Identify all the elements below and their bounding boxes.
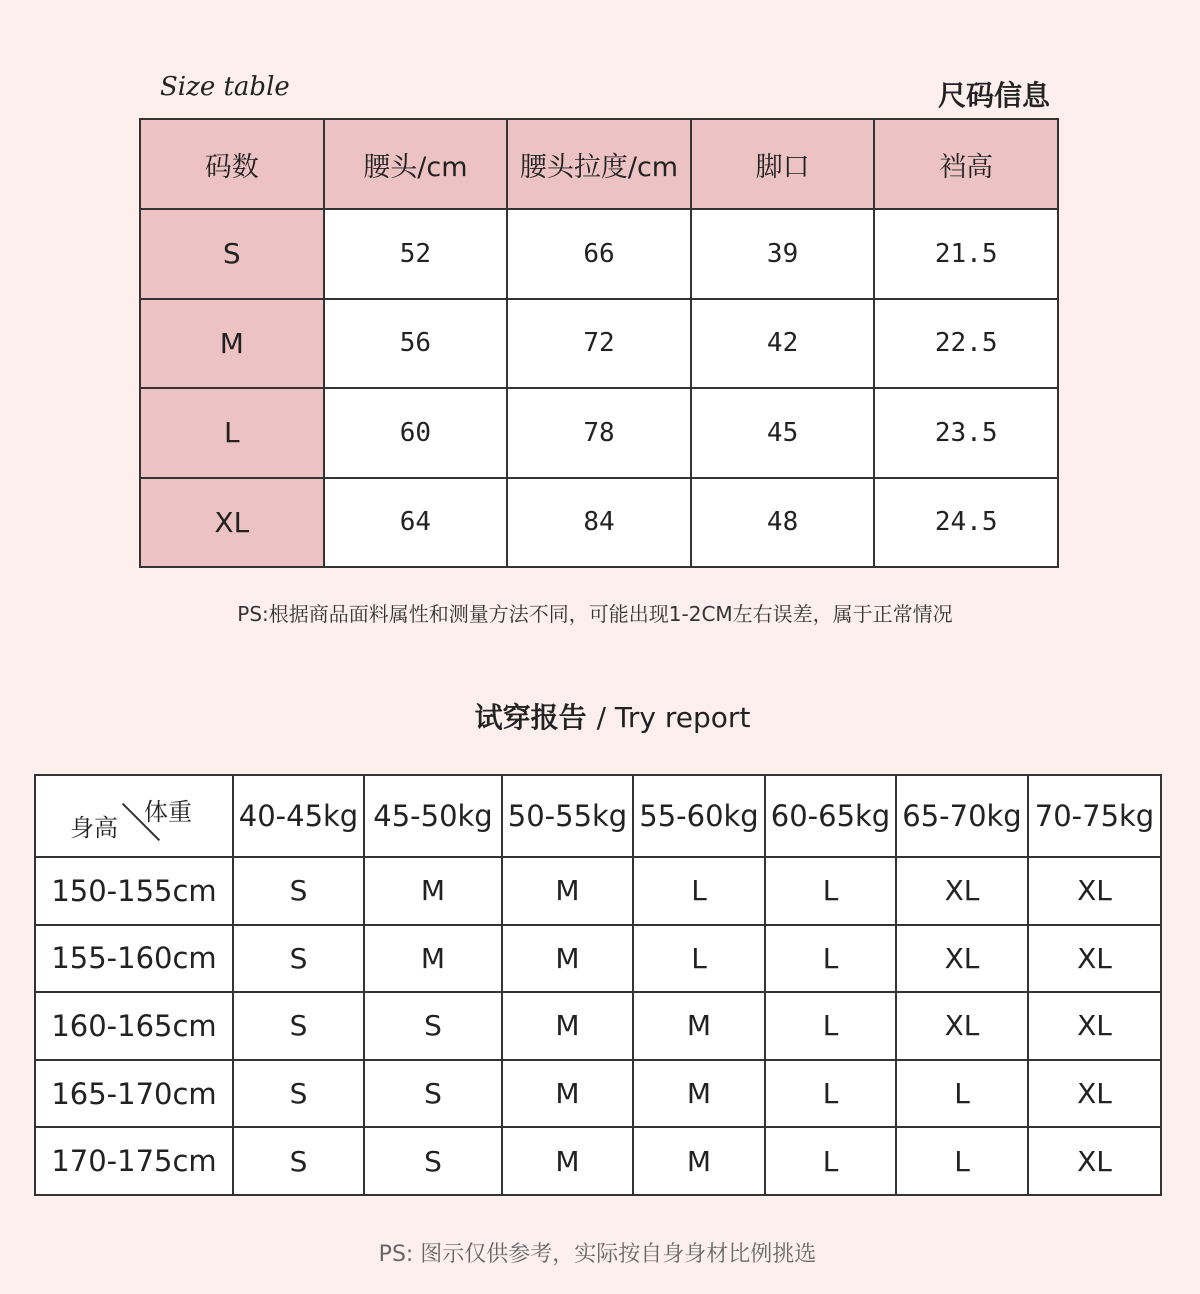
try-report-title-en: / Try report [596, 701, 751, 734]
size-cell: M [502, 1060, 633, 1128]
hem-value: 45 [691, 388, 875, 478]
height-label: 150-155cm [35, 857, 233, 925]
size-cell: XL [1028, 992, 1161, 1060]
size-cell: L [765, 1127, 896, 1195]
size-row-xl [140, 478, 1058, 568]
size-cell: L [633, 925, 765, 993]
size-table-header-row [140, 119, 1058, 209]
weight-header: 50-55kg [502, 775, 633, 857]
height-axis-label: 身高 [70, 814, 118, 842]
size-cell: L [896, 1060, 1028, 1128]
hem-value: 39 [691, 209, 875, 299]
weight-header: 70-75kg [1028, 775, 1161, 857]
size-cell: L [896, 1127, 1028, 1195]
rise-value: 23.5 [874, 388, 1058, 478]
size-cell: L [765, 992, 896, 1060]
size-cell: S [364, 1127, 502, 1195]
size-cell: L [765, 1060, 896, 1128]
try-report-title-cn: 试穿报告 [474, 701, 587, 734]
size-header-size: 码数 [140, 119, 324, 209]
waist-stretch-value: 66 [507, 209, 691, 299]
height-label: 170-175cm [35, 1127, 233, 1195]
size-row-s [140, 209, 1058, 299]
size-cell: M [502, 925, 633, 993]
size-cell: S [233, 1060, 364, 1128]
size-cell: L [633, 857, 765, 925]
size-cell: XL [896, 857, 1028, 925]
size-cell: XL [1028, 1127, 1161, 1195]
size-cell: XL [1028, 857, 1161, 925]
size-cell: M [502, 992, 633, 1060]
size-header-waist: 腰头/cm [324, 119, 508, 209]
waist-value: 52 [324, 209, 508, 299]
size-table-title-en: Size table [160, 72, 290, 102]
weight-axis-label: 体重 [144, 798, 192, 826]
size-label: M [140, 299, 324, 389]
weight-header: 45-50kg [364, 775, 502, 857]
size-cell: M [633, 1060, 765, 1128]
size-label: XL [140, 478, 324, 568]
size-table [139, 118, 1059, 568]
weight-header: 65-70kg [896, 775, 1028, 857]
rise-value: 24.5 [874, 478, 1058, 568]
waist-value: 64 [324, 478, 508, 568]
corner-cell [35, 775, 233, 857]
size-cell: S [364, 1060, 502, 1128]
try-header-row [35, 775, 1161, 857]
try-report-note: PS: 图示仅供参考，实际按自身身材比例挑选 [378, 1242, 817, 1267]
size-cell: M [364, 925, 502, 993]
size-cell: L [765, 925, 896, 993]
size-cell: M [633, 1127, 765, 1195]
try-row [35, 992, 1161, 1060]
size-label: S [140, 209, 324, 299]
size-cell: XL [896, 992, 1028, 1060]
size-cell: M [633, 992, 765, 1060]
height-label: 155-160cm [35, 925, 233, 993]
try-report-table [34, 774, 1162, 1196]
size-cell: XL [896, 925, 1028, 993]
size-cell: S [364, 992, 502, 1060]
weight-header: 55-60kg [633, 775, 765, 857]
waist-value: 56 [324, 299, 508, 389]
size-table-title-cn: 尺码信息 [937, 79, 1050, 112]
height-label: 160-165cm [35, 992, 233, 1060]
try-row [35, 857, 1161, 925]
rise-value: 21.5 [874, 209, 1058, 299]
size-label: L [140, 388, 324, 478]
size-cell: S [233, 992, 364, 1060]
rise-value: 22.5 [874, 299, 1058, 389]
size-cell: M [502, 857, 633, 925]
size-cell: S [233, 925, 364, 993]
waist-value: 60 [324, 388, 508, 478]
size-header-rise: 裆高 [874, 119, 1058, 209]
size-header-hem: 脚口 [691, 119, 875, 209]
height-label: 165-170cm [35, 1060, 233, 1128]
size-cell: S [233, 857, 364, 925]
try-report-title [0, 696, 1200, 736]
waist-stretch-value: 84 [507, 478, 691, 568]
waist-stretch-value: 78 [507, 388, 691, 478]
size-cell: S [233, 1127, 364, 1195]
size-row-l [140, 388, 1058, 478]
hem-value: 48 [691, 478, 875, 568]
size-header-waist-stretch: 腰头拉度/cm [507, 119, 691, 209]
try-row [35, 1060, 1161, 1128]
size-cell: XL [1028, 925, 1161, 993]
waist-stretch-value: 72 [507, 299, 691, 389]
size-cell: M [502, 1127, 633, 1195]
hem-value: 42 [691, 299, 875, 389]
weight-header: 60-65kg [765, 775, 896, 857]
try-row [35, 925, 1161, 993]
size-cell: M [364, 857, 502, 925]
size-cell: L [765, 857, 896, 925]
try-row [35, 1127, 1161, 1195]
size-row-m [140, 299, 1058, 389]
weight-header: 40-45kg [233, 775, 364, 857]
size-table-note: PS:根据商品面料属性和测量方法不同，可能出现1-2CM左右误差，属于正常情况 [237, 602, 953, 626]
size-cell: XL [1028, 1060, 1161, 1128]
